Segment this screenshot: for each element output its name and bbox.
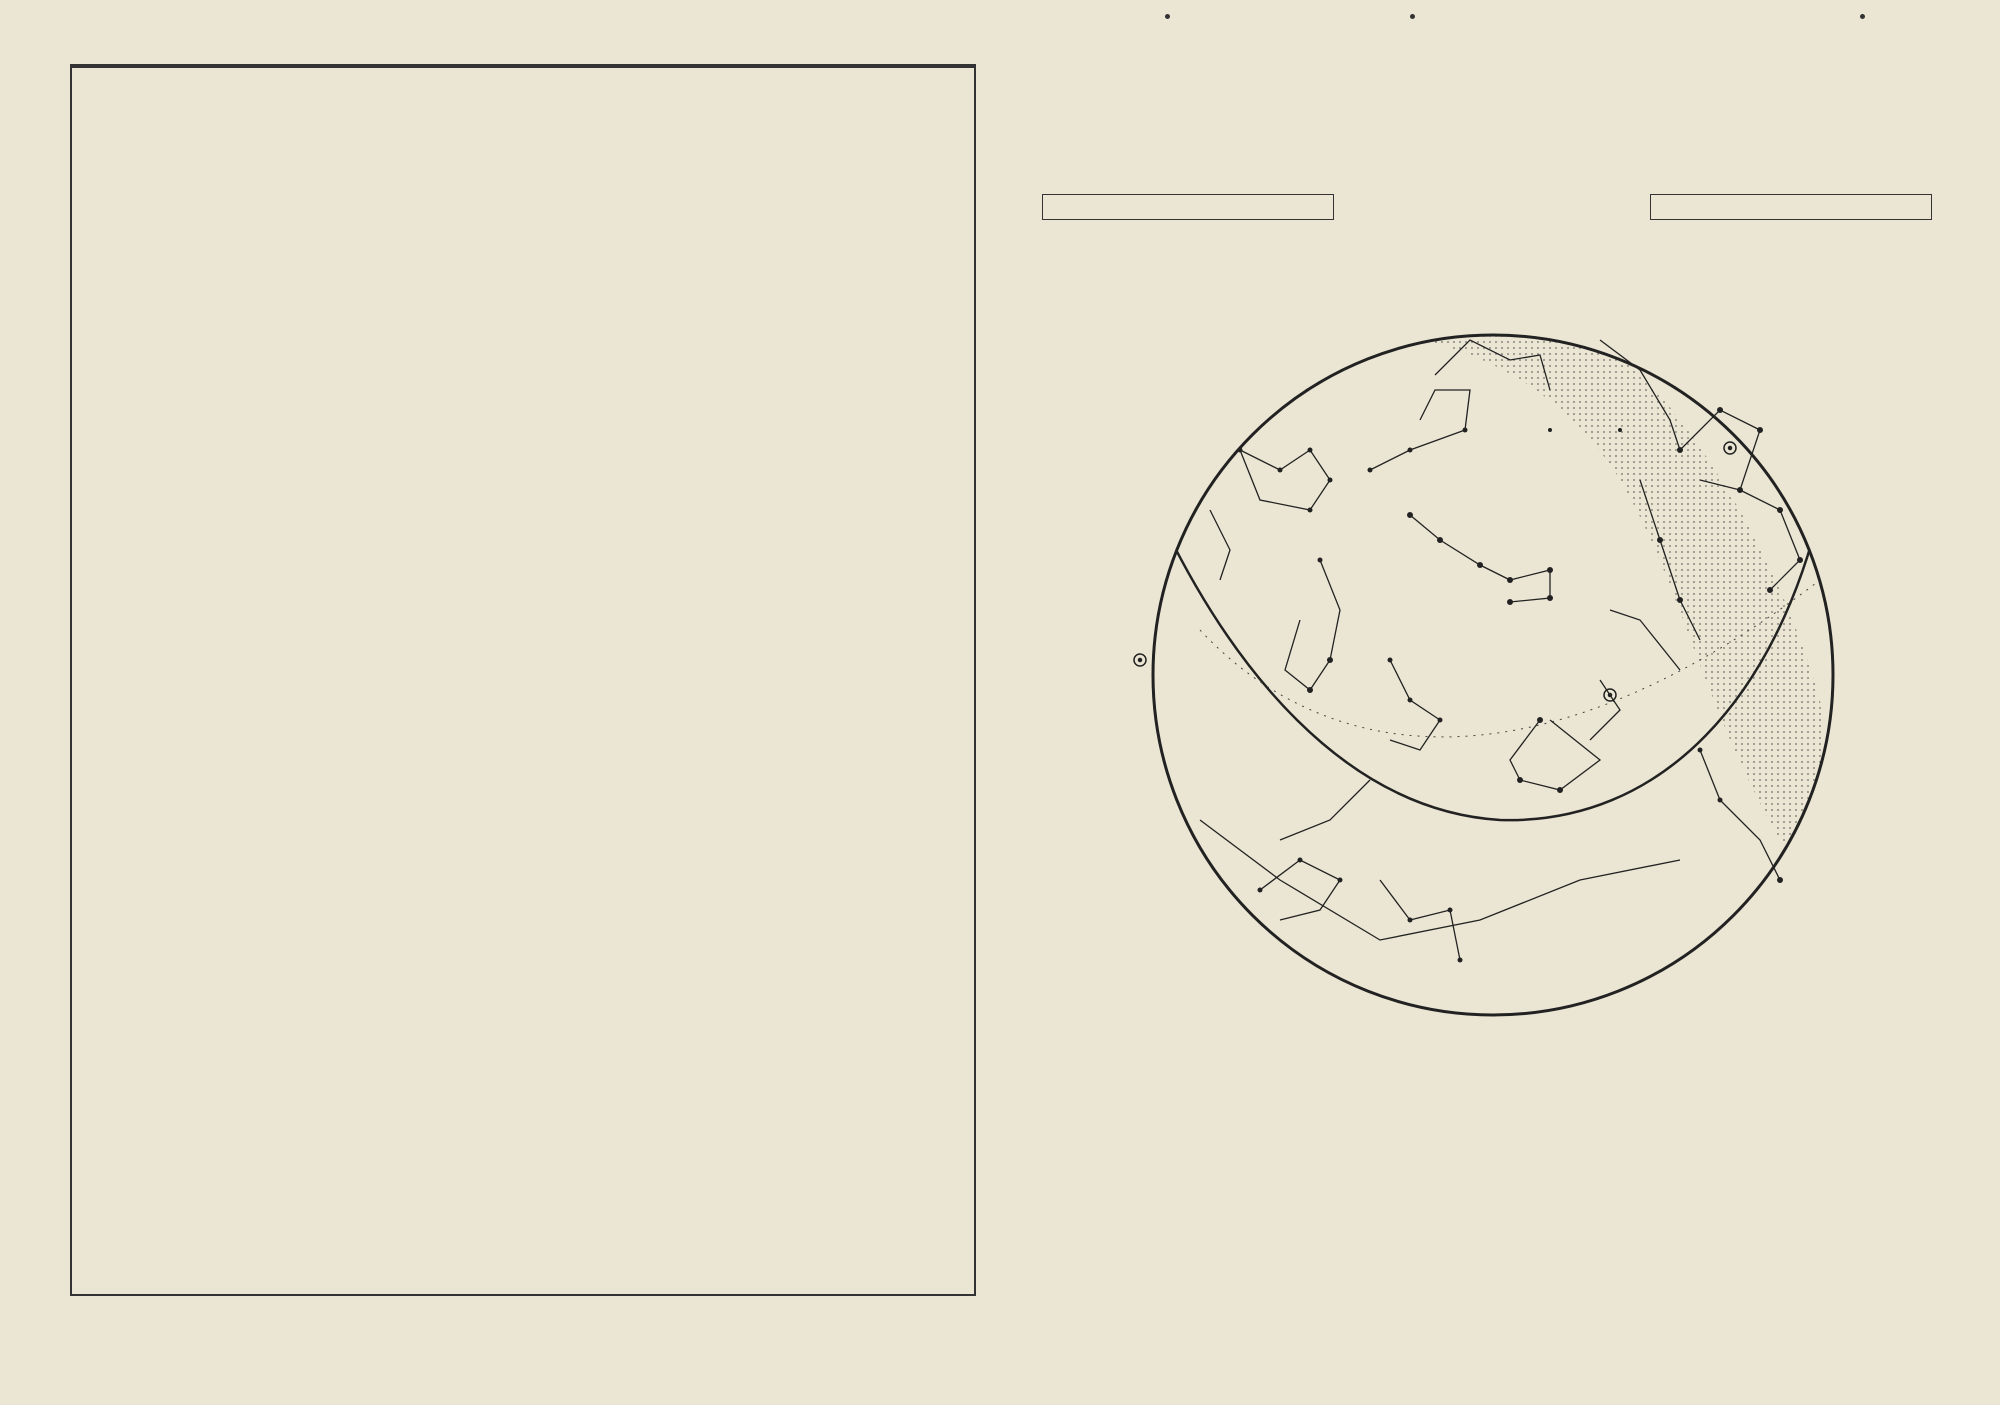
punch-hole xyxy=(1165,14,1170,19)
issue-date xyxy=(1650,194,1932,220)
starmap-panel xyxy=(1020,40,1960,1340)
issue-box xyxy=(1042,194,1334,220)
milky-way xyxy=(1220,296,1840,880)
punch-hole xyxy=(1410,14,1415,19)
punch-hole xyxy=(1860,14,1865,19)
planet-notes xyxy=(1048,1148,1948,1308)
ausland-header xyxy=(72,68,974,94)
star-chart xyxy=(1080,280,1910,1060)
weather-table-panel xyxy=(70,64,976,1296)
